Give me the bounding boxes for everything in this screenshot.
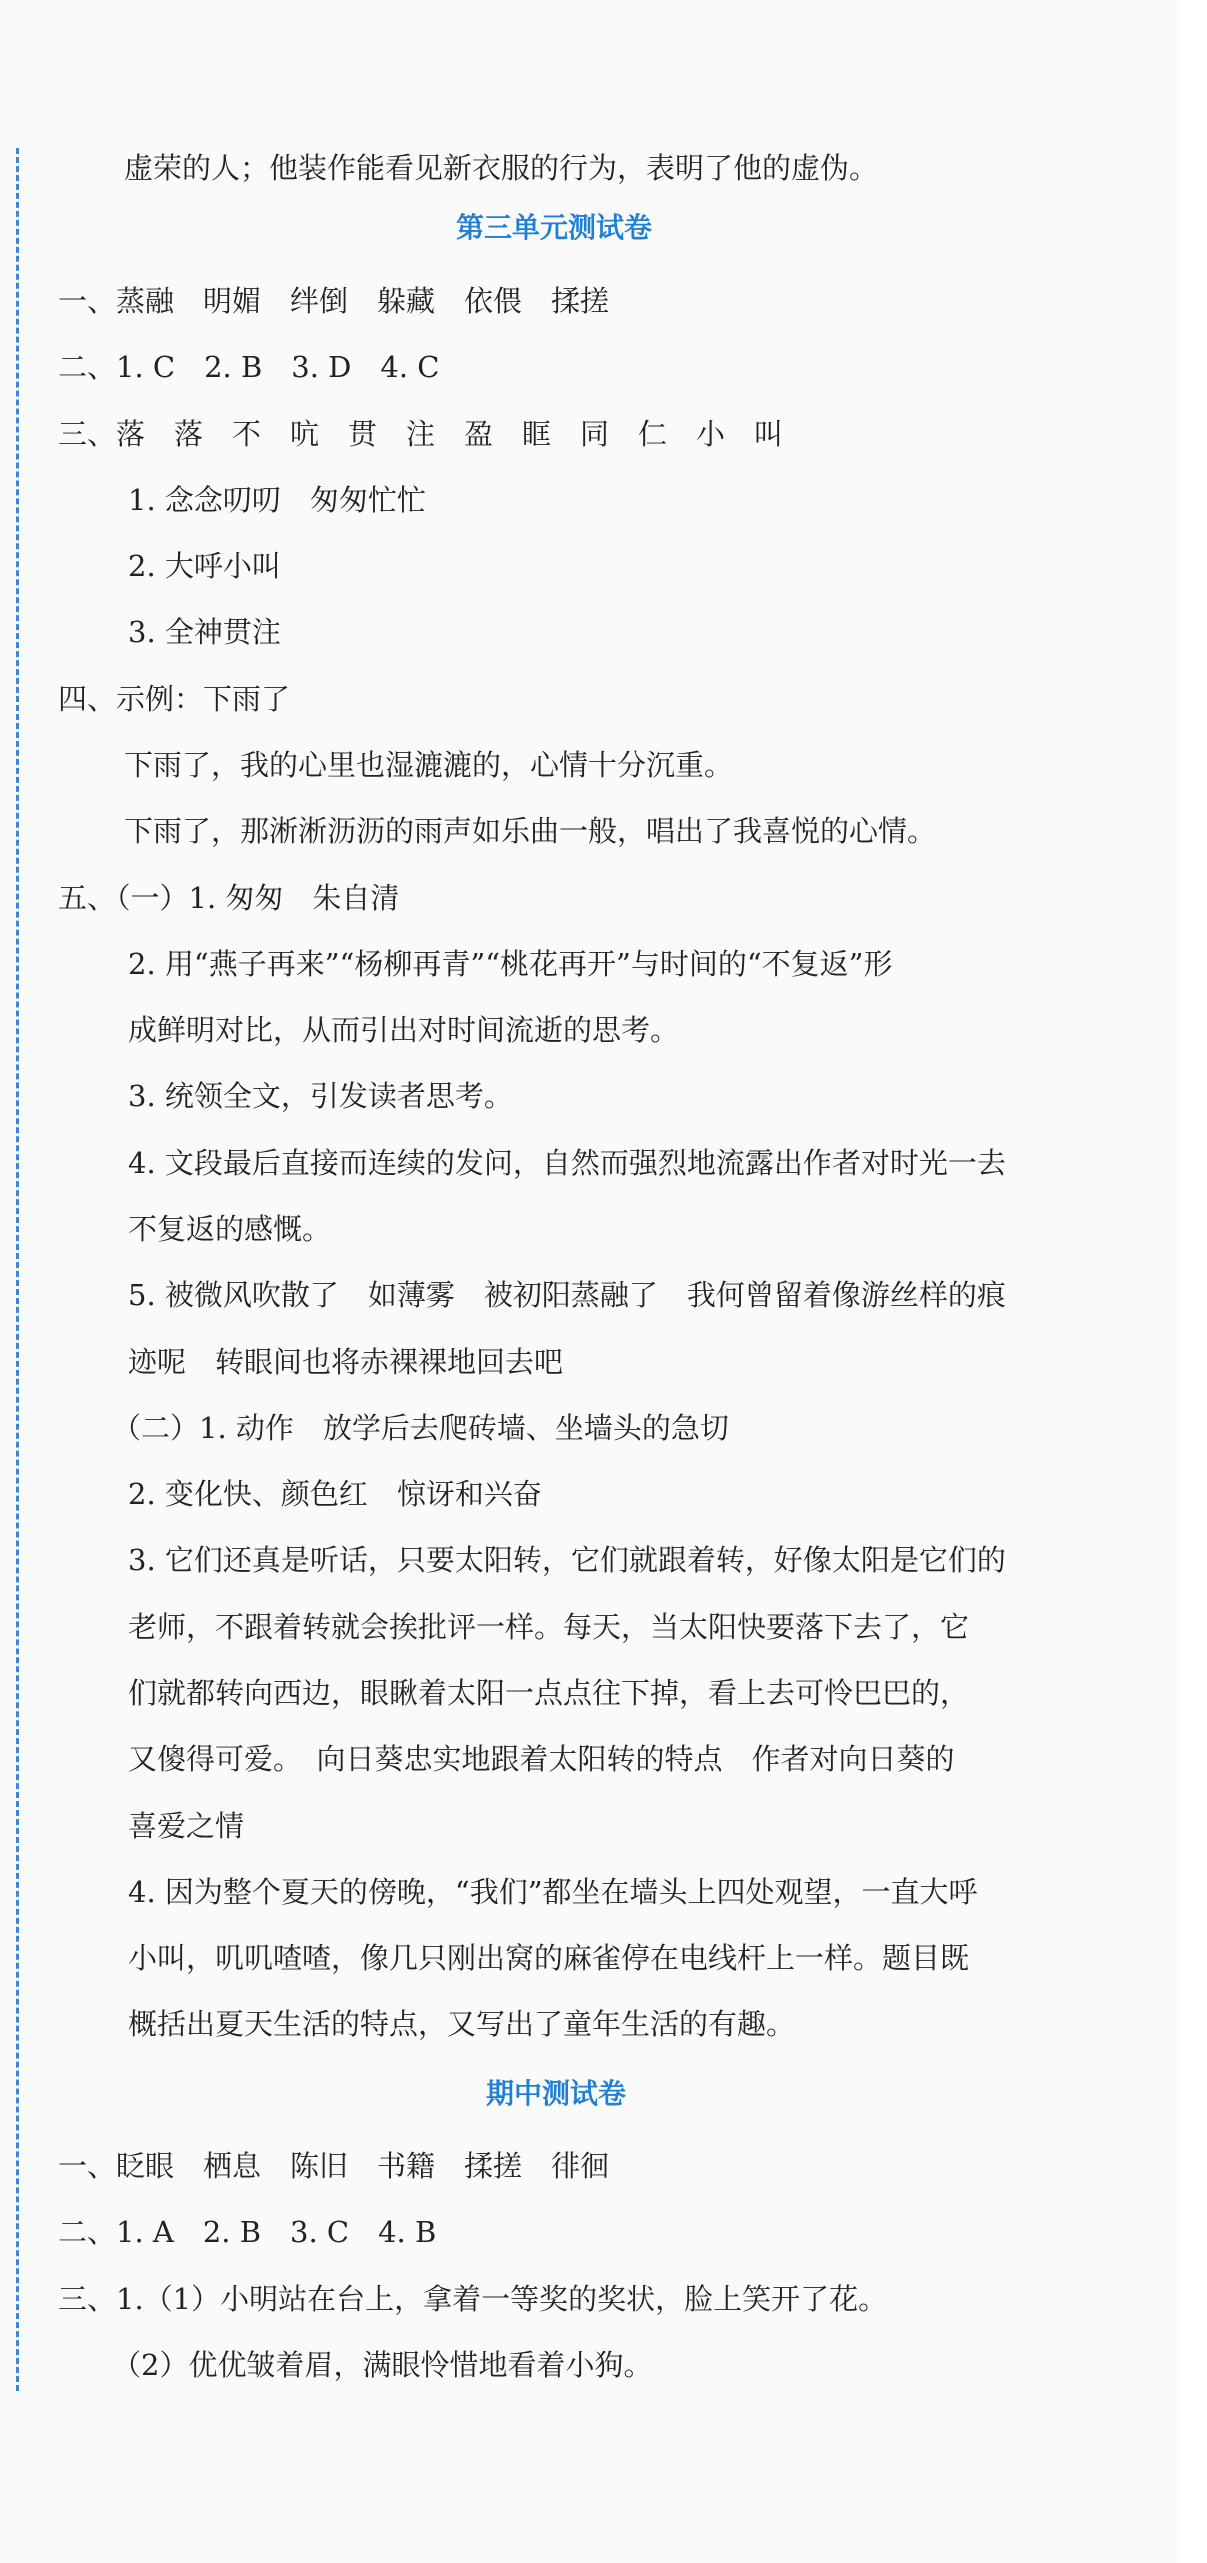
text-line: 3. 全神贯注	[128, 615, 281, 649]
text-line: （二）1. 动作 放学后去爬砖墙、坐墙头的急切	[112, 1411, 729, 1445]
text-line: 五、（一）1. 匆匆 朱自清	[58, 881, 400, 915]
text-line: 三、1.（1）小明站在台上，拿着一等奖的奖状，脸上笑开了花。	[58, 2282, 888, 2316]
text-line: 喜爱之情	[128, 1809, 245, 1843]
page-edge	[1180, 0, 1207, 2563]
text-line: 成鲜明对比，从而引出对时间流逝的思考。	[128, 1013, 680, 1047]
text-line: 四、示例：下雨了	[58, 682, 291, 716]
text-line: 小叫，叽叽喳喳，像几只刚出窝的麻雀停在电线杆上一样。题目既	[128, 1941, 970, 1975]
text-line: 虚荣的人；他装作能看见新衣服的行为，表明了他的虚伪。	[124, 151, 879, 185]
text-line: 1. 念念叨叨 匆匆忙忙	[128, 483, 426, 517]
text-line: （2）优优皱着眉，满眼怜惜地看着小狗。	[112, 2348, 653, 2382]
text-line: 三、落 落 不 吭 贯 注 盈 眶 同 仁 小 叫	[58, 417, 784, 451]
text-line: 们就都转向西边，眼瞅着太阳一点点往下掉，看上去可怜巴巴的，	[128, 1676, 970, 1710]
text-line: 2. 变化快、颜色红 惊讶和兴奋	[128, 1477, 542, 1511]
binding-dashed-line	[16, 148, 19, 2391]
text-line: 一、蒸融 明媚 绊倒 躲藏 依偎 揉搓	[58, 284, 610, 318]
text-line: 3. 统领全文，引发读者思考。	[128, 1079, 513, 1113]
text-line: 又傻得可爱。 向日葵忠实地跟着太阳转的特点 作者对向日葵的	[128, 1742, 955, 1776]
text-line: 2. 大呼小叫	[128, 549, 281, 583]
text-line: 一、眨眼 栖息 陈旧 书籍 揉搓 徘徊	[58, 2149, 610, 2183]
midterm-test-heading: 期中测试卷	[486, 2077, 627, 2110]
text-line: 迹呢 转眼间也将赤裸裸地回去吧	[128, 1345, 564, 1379]
text-line: 老师，不跟着转就会挨批评一样。每天，当太阳快要落下去了，它	[128, 1610, 970, 1644]
text-line: 二、1. A 2. B 3. C 4. B	[58, 2215, 437, 2249]
text-line: 下雨了，我的心里也湿漉漉的，心情十分沉重。	[124, 748, 734, 782]
unit-3-test-heading: 第三单元测试卷	[456, 211, 653, 244]
text-line: 3. 它们还真是听话，只要太阳转，它们就跟着转，好像太阳是它们的	[128, 1543, 1006, 1577]
text-line: 不复返的感慨。	[128, 1212, 332, 1246]
text-line: 二、1. C 2. B 3. D 4. C	[58, 350, 440, 384]
text-line: 概括出夏天生活的特点，又写出了童年生活的有趣。	[128, 2007, 796, 2041]
text-line: 2. 用“燕子再来”“杨柳再青”“桃花再开”与时间的“不复返”形	[128, 947, 893, 981]
text-line: 4. 因为整个夏天的傍晚，“我们”都坐在墙头上四处观望，一直大呼	[128, 1875, 978, 1909]
text-line: 4. 文段最后直接而连续的发问，自然而强烈地流露出作者对时光一去	[128, 1146, 1006, 1180]
text-line: 5. 被微风吹散了 如薄雾 被初阳蒸融了 我何曾留着像游丝样的痕	[128, 1278, 1006, 1312]
text-line: 下雨了，那淅淅沥沥的雨声如乐曲一般，唱出了我喜悦的心情。	[124, 814, 937, 848]
